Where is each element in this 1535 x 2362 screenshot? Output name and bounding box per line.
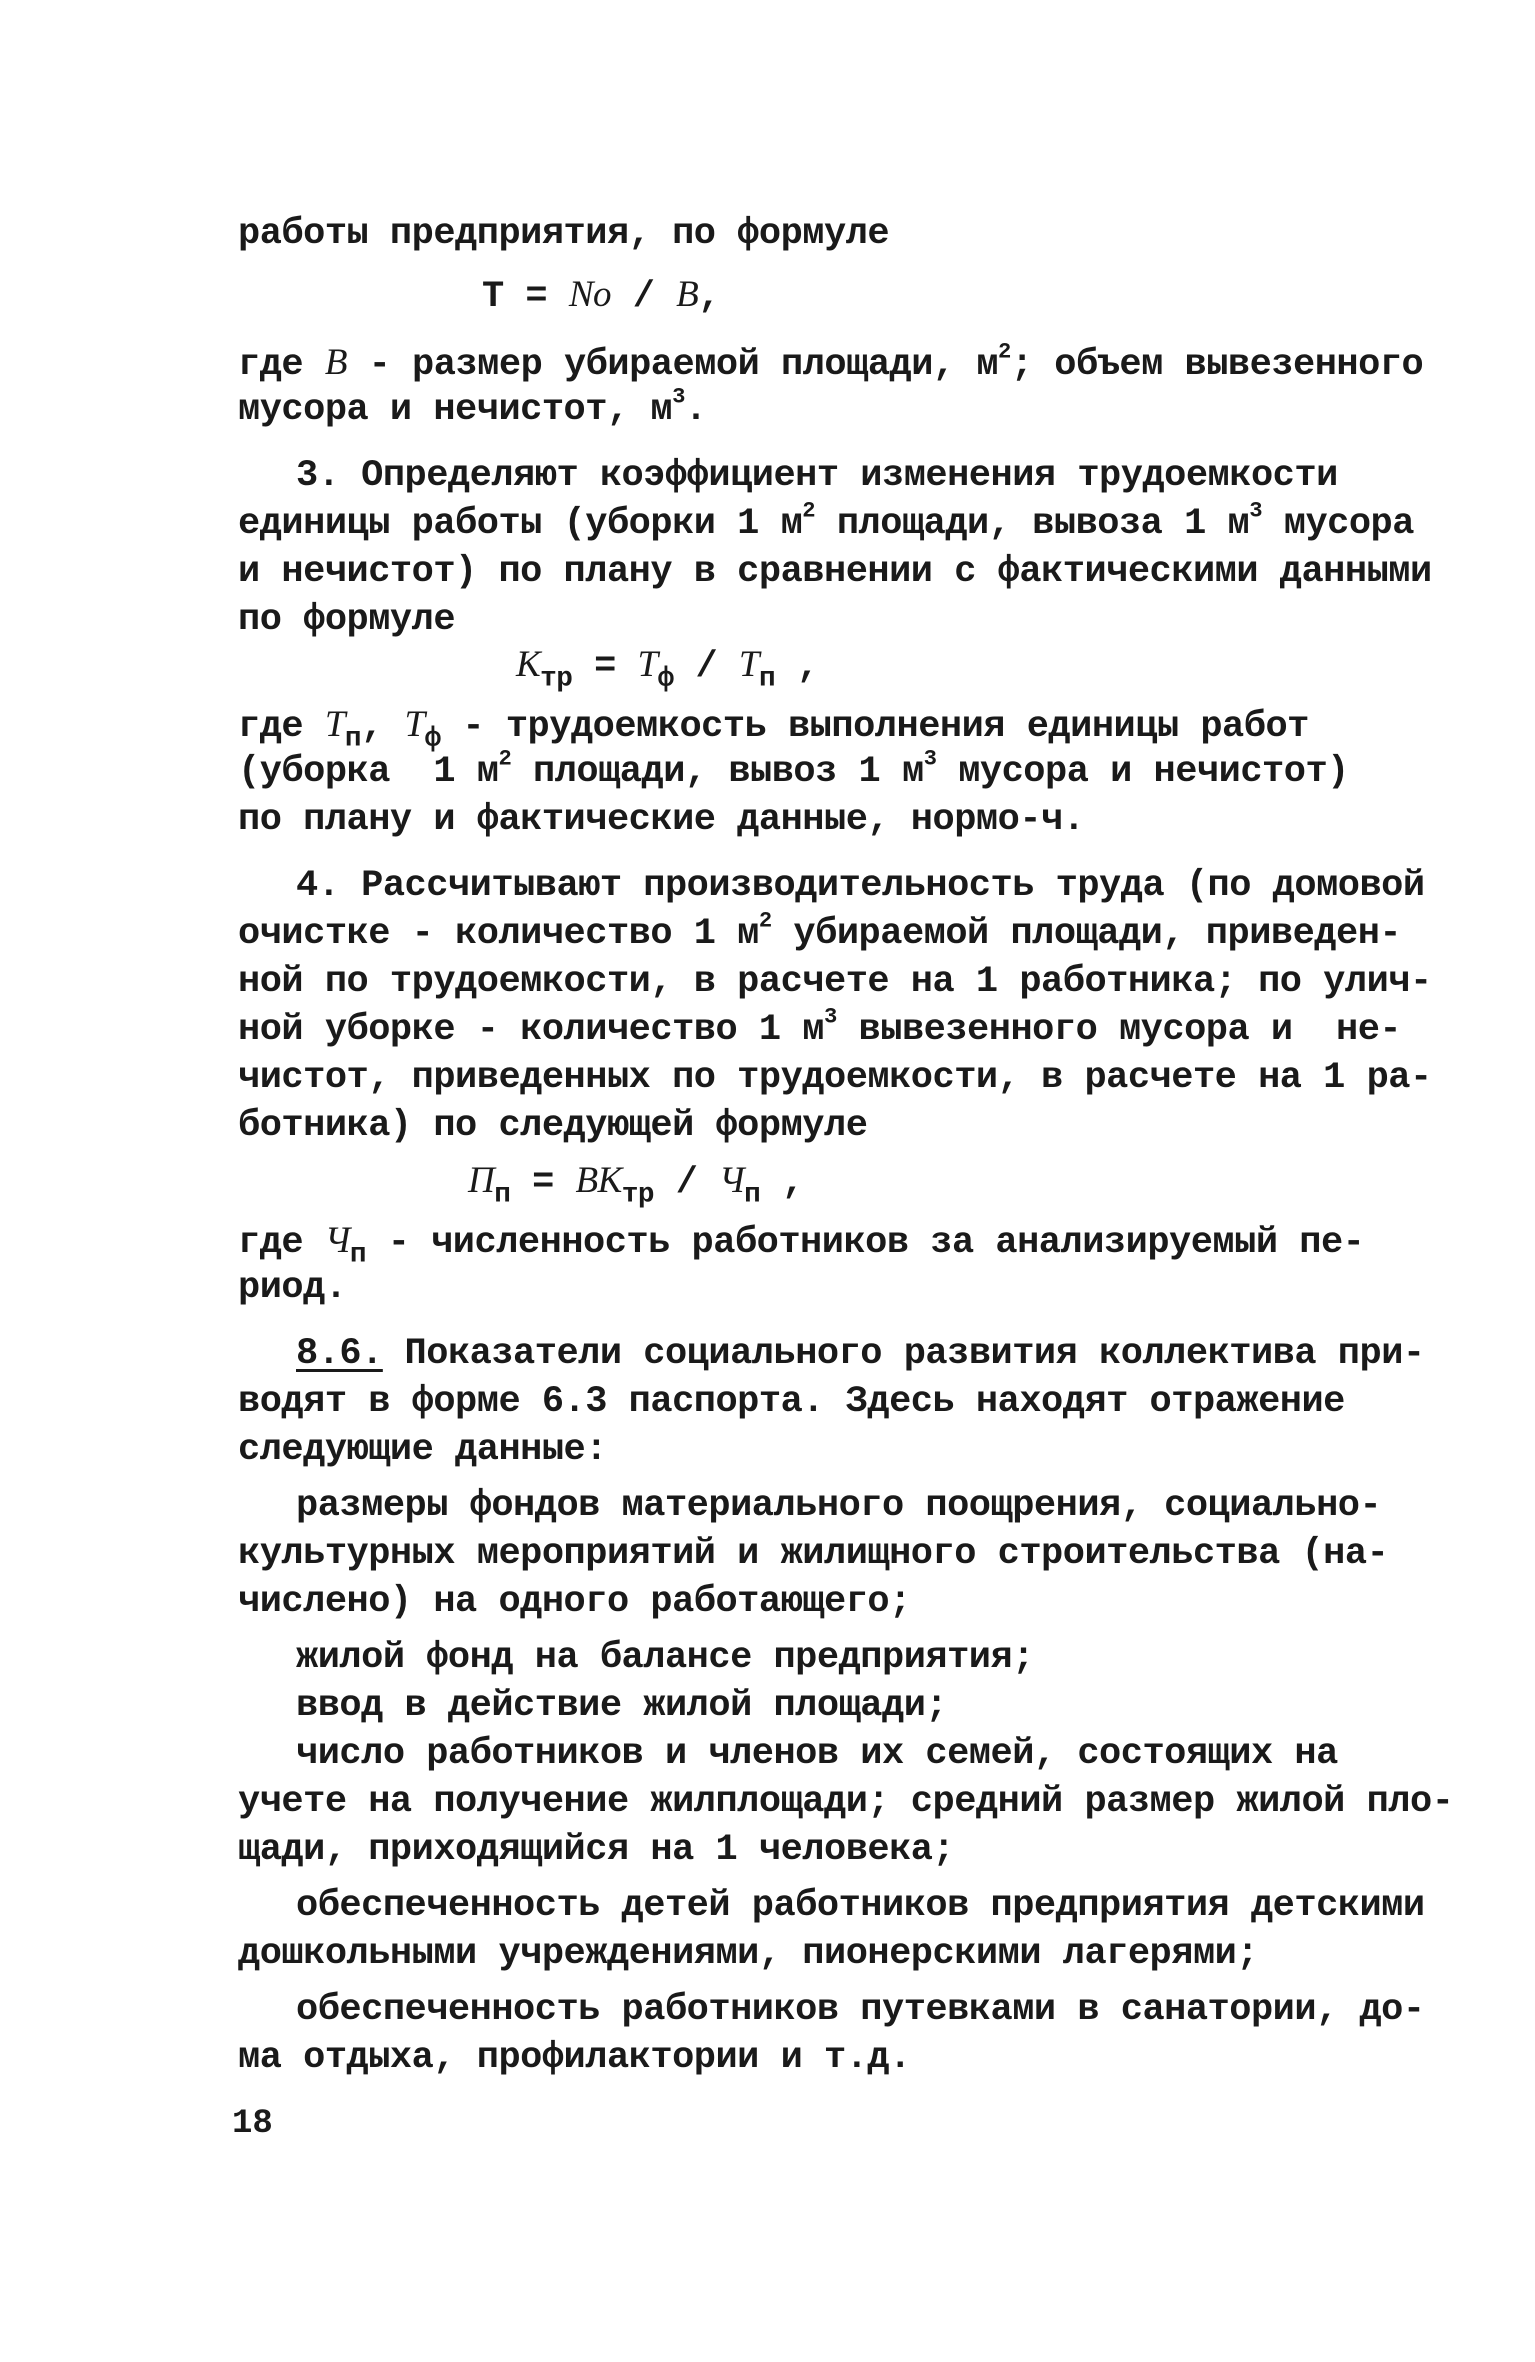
text-run: убираемой площади, приведен- <box>771 913 1402 955</box>
text-run: площади, вывоза 1 м <box>815 503 1250 545</box>
text-run: очистке - количество 1 м <box>238 913 759 955</box>
list-item: размеры фондов материального поощрения, социально- <box>296 1485 1382 1527</box>
text-run: В <box>324 342 347 383</box>
superscript: 3 <box>1249 498 1263 524</box>
text-run: , <box>361 706 405 748</box>
subscript: тр <box>540 663 573 695</box>
formula-part: Т <box>637 644 658 685</box>
text-line: по формуле <box>238 599 456 641</box>
formula-part: Т = <box>482 276 569 318</box>
formula-part: , <box>760 1162 804 1204</box>
text-line: чистот, приведенных по трудоемкости, в расчете на 1 ра- <box>238 1057 1432 1099</box>
text-line: учете на получение жилплощади; средний размер жилой пло- <box>238 1781 1454 1823</box>
formula-t <box>482 276 720 316</box>
subscript: п <box>494 1179 511 1211</box>
section-heading-line <box>296 1333 1425 1375</box>
superscript: 3 <box>923 746 937 772</box>
subscript: ф <box>657 663 674 695</box>
text-line: числено) на одного работающего; <box>238 1581 911 1623</box>
text-line: ботника) по следующей формуле <box>238 1105 868 1147</box>
text-run: . <box>684 389 707 431</box>
text-line <box>238 1220 1365 1271</box>
text-run: (уборка 1 м <box>238 751 499 793</box>
text-run: Т <box>404 704 425 745</box>
text-run: единицы работы (уборки 1 м <box>238 503 803 545</box>
text-line: риод. <box>238 1267 347 1309</box>
text-run: где <box>238 344 325 386</box>
text-line: и нечистот) по плану в сравнении с фактическими данными <box>238 551 1432 593</box>
text-run: вывезенного мусора и не- <box>836 1009 1402 1051</box>
formula-part: / <box>673 646 739 688</box>
formula-part: / <box>654 1162 720 1204</box>
text-line: работы предприятия, по формуле <box>238 213 890 255</box>
text-line <box>238 908 1402 955</box>
superscript: 3 <box>672 384 685 410</box>
text-line: водят в форме 6.3 паспорта. Здесь находят отражение <box>238 1381 1345 1423</box>
superscript: 2 <box>758 908 772 934</box>
text-run: площади, вывоз 1 м <box>511 751 924 793</box>
list-item: обеспеченность работников путевками в санатории, до- <box>296 1989 1425 2031</box>
subscript: п <box>349 1239 366 1271</box>
text-line: культурных мероприятий и жилищного строительства (на- <box>238 1533 1389 1575</box>
formula-part: Ч <box>719 1160 745 1201</box>
list-item: ввод в действие жилой площади; <box>296 1685 948 1727</box>
text-run: Т <box>324 704 345 745</box>
text-run: - трудоемкость выполнения единицы работ <box>440 706 1309 748</box>
formula-k <box>516 644 819 695</box>
text-run: где <box>238 706 325 748</box>
subscript: п <box>758 663 776 695</box>
subscript: п <box>344 723 362 755</box>
subscript: тр <box>621 1179 654 1211</box>
formula-part: Т <box>738 644 759 685</box>
text-run: ; объем вывезенного <box>1010 344 1424 386</box>
text-line <box>238 704 1309 755</box>
text-line <box>238 498 1414 545</box>
list-item: число работников и членов их семей, состоящих на <box>296 1733 1338 1775</box>
text-run: мусора и нечистот) <box>936 751 1349 793</box>
formula-p <box>468 1160 804 1211</box>
text-line <box>238 339 1424 386</box>
list-item: обеспеченность детей работников предприятия детскими <box>296 1885 1425 1927</box>
text-line: ма отдыха, профилактории и т.д. <box>238 2037 911 2079</box>
text-run: ной уборке - количество 1 м <box>238 1009 824 1051</box>
list-item: жилой фонд на балансе предприятия; <box>296 1637 1034 1679</box>
formula-part: No <box>568 274 612 315</box>
formula-part: = <box>510 1162 576 1204</box>
formula-part: / <box>611 276 677 318</box>
page-number: 18 <box>232 2105 273 2143</box>
formula-part: , <box>698 276 720 318</box>
text-line: щади, приходящийся на 1 человека; <box>238 1829 955 1871</box>
text-line <box>238 1004 1402 1051</box>
superscript: 2 <box>998 339 1011 365</box>
text-line <box>238 746 1349 793</box>
subscript: п <box>744 1179 761 1211</box>
text-run: Ч <box>324 1220 350 1261</box>
superscript: 2 <box>802 498 816 524</box>
superscript: 3 <box>824 1004 837 1030</box>
formula-part: , <box>775 646 819 688</box>
subscript: ф <box>424 723 441 755</box>
text-line: ной по трудоемкости, в расчете на 1 работника; по улич- <box>238 961 1432 1003</box>
text-run: Показатели социального развития коллектива при- <box>382 1333 1425 1375</box>
text-run: - численность работников за анализируемый пе- <box>365 1222 1365 1264</box>
formula-part: П <box>468 1160 495 1201</box>
text-line <box>238 384 707 431</box>
text-run: мусора <box>1262 503 1414 545</box>
text-run: где <box>238 1222 325 1264</box>
text-line: следующие данные: <box>238 1429 607 1471</box>
formula-part: К <box>516 644 541 685</box>
text-run: мусора и нечистот, м <box>238 389 673 431</box>
section-number: 8.6. <box>296 1333 383 1375</box>
text-line: 4. Рассчитывают производительность труда (по домовой <box>296 865 1425 907</box>
formula-part: В <box>676 274 699 315</box>
text-line: по плану и фактические данные, нормо-ч. <box>238 799 1085 841</box>
text-line: дошкольными учреждениями, пионерскими лагерями; <box>238 1933 1259 1975</box>
formula-part: = <box>572 646 638 688</box>
superscript: 2 <box>498 746 512 772</box>
formula-part: ВК <box>575 1160 622 1201</box>
text-line: 3. Определяют коэффициент изменения трудоемкости <box>296 455 1338 497</box>
text-run: - размер убираемой площади, м <box>346 344 999 386</box>
